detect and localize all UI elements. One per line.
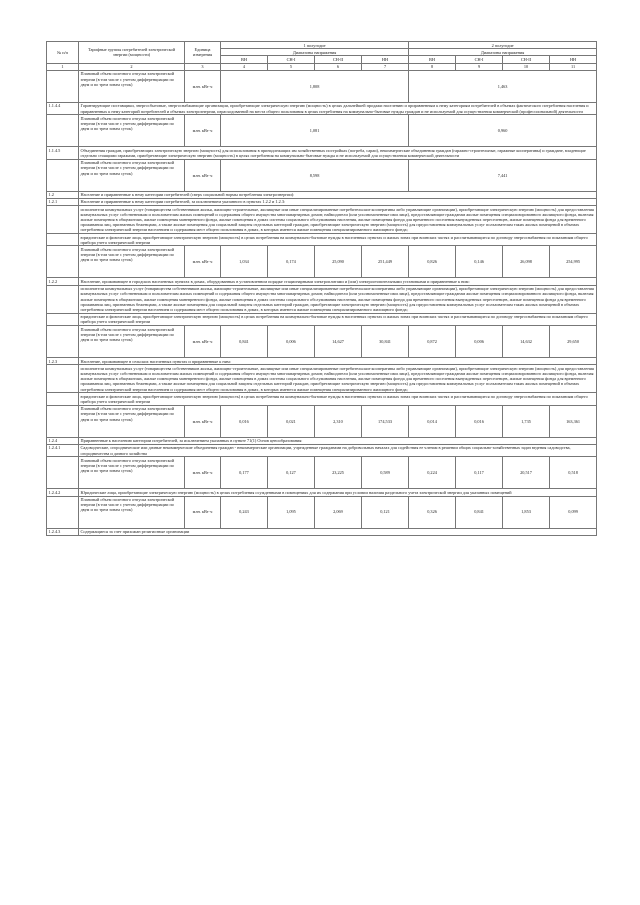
section-text: исполнители коммунальных услуг (товарищества собственников жилья, жилищно-строительные, жилищные или иные специализированные потребительские кооперативы либо управляющие организации), приобретающие электрическую энергию (мощность) для предоставления коммунальных услуг собственникам и пользователям жилых помещений и содержания общего имущества многоквартирных домов; наймодатели (или уполномоченные ими лица), предоставляющие гражданам жилые помещения специализированного жилищного фонда, включая жилые помещения в общежитиях, жилые помещения маневренного фонда, жилые помещения в домах системы социального обслуживания населения, жилые помещения фонда для временного поселения вынужденных переселенцев, жилые помещения фонда для временного проживания лиц, признанных беженцами, а также жилые помещения для социальной защиты отдельных категорий граждан, приобретающие электрическую энергию (мощность) для предоставления коммунальных услуг пользователям таких жилых помещений в объемах потребления электрической энергии населением и содержания мест общего пользования в домах, в которых имеются жилые помещения специализированного жилищного фонда; [79, 285, 597, 313]
unit-cell: млн. кВт·ч [185, 70, 221, 102]
section-text: Содержащиеся за счет прихожан религиозные организации [79, 528, 597, 535]
header-index: 7 [362, 63, 409, 70]
header-ranges-1: Диапазоны напряжения [221, 49, 409, 56]
value-half2: 0,117 [456, 457, 503, 489]
row-number: 1.1.4.4 [47, 102, 79, 114]
value-half1: 1,095 [268, 496, 315, 528]
section-text: Объединения граждан, приобретающих электрическую энергию (мощность) для использования в принадлежащих им хозяйственных постройках (погреба, сараи), некоммерческие объединения граждан (гаражно-строительные, гаражные кооперативы) и граждане, владеющие отдельно стоящими гаражами, приобретающие электрическую энергию (мощность) в целях потребления на коммунально-бытовые нужды и не используемой для осуществления коммерческой деятельности [79, 147, 597, 159]
value-half2: 0,960 [409, 115, 597, 147]
header-group: Тарифные группы потребителей электрической энергии (мощности) [79, 42, 185, 64]
value-half2: 163,361 [550, 405, 597, 437]
section-text: Приравненные к населению категории потребителей, за исключением указанных в пункте 71(1) Основ ценообразования: [79, 437, 597, 444]
value-half1: 0,121 [362, 496, 409, 528]
row-number: 1.2 [47, 191, 79, 198]
header-level: СН-I [456, 56, 503, 63]
header-level: СН-I [268, 56, 315, 63]
section-text: юридические и физические лица, приобретающие электрическую энергию (мощность) в целях потребления на коммунально-бытовые нужды в населенных пунктах и жилых зонах при воинских частях и рассчитывающиеся по договору энергоснабжения по показаниям общего прибора учета электрической энергии [79, 313, 597, 325]
table-header [47, 42, 597, 71]
unit-cell: млн. кВт·ч [185, 457, 221, 489]
value-half1: 0,589 [362, 457, 409, 489]
table-row [47, 115, 597, 147]
row-number [47, 70, 79, 102]
section-text: Население и приравненные к нему категории потребителей, за исключением указанного в пунктах 1.2.2 и 1.2.3: [79, 198, 597, 205]
value-half2: 0,326 [409, 496, 456, 528]
header-index: 1 [47, 63, 79, 70]
value-half2: 0,016 [456, 405, 503, 437]
header-level: НН [550, 56, 597, 63]
table-row [47, 496, 597, 528]
header-index: 5 [268, 63, 315, 70]
unit-cell: млн. кВт·ч [185, 159, 221, 191]
row-number [47, 285, 79, 313]
row-number: 1.2.4.3 [47, 528, 79, 535]
section-text: юридические и физические лица, приобретающие электрическую энергию (мощность) в целях потребления на коммунально-бытовые нужды в населенных пунктах и жилых зонах при воинских частях и рассчитывающиеся по договору энергоснабжения по показаниям общего прибора учета электрической энергии [79, 234, 597, 246]
header-index: 10 [503, 63, 550, 70]
table-row [47, 102, 597, 114]
value-half2: 0,518 [550, 457, 597, 489]
value-half2: 0,224 [409, 457, 456, 489]
section-text: Население и приравненные к нему категории потребителей (сверх социальной нормы потребления электроэнергии): [79, 191, 597, 198]
tariff-volume-table [46, 41, 597, 536]
value-half2: 1,463 [409, 70, 597, 102]
header-index: 4 [221, 63, 268, 70]
value-half1: 0,021 [268, 405, 315, 437]
section-text: Гарантирующие поставщики, энергосбытовые, энергоснабжающие организации, приобретающие электрическую энергию (мощность) в целях дальнейшей продажи населению и приравненным к нему категориям потребителей в объемах фактического потребления населения и приравненных к нему категорий потребителей и объемах электроэнергии, израсходованной на места общего пользования в целях потребления на коммунально-бытовые нужды граждан и не используемой для осуществления коммерческой (профессиональной) деятельности [79, 102, 597, 114]
header-level: ВН [221, 56, 268, 63]
header-level: СН-II [503, 56, 550, 63]
header-index: 8 [409, 63, 456, 70]
value-half2: 29,650 [550, 326, 597, 358]
table-row [47, 444, 597, 456]
row-number: 1.2.1 [47, 198, 79, 205]
header-num: № п/п [47, 42, 79, 64]
header-unit: Единица измерения [185, 42, 221, 64]
value-half2: 26,098 [503, 246, 550, 278]
unit-cell: млн. кВт·ч [185, 405, 221, 437]
table-row [47, 191, 597, 198]
volume-label: Плановый объем полезного отпуска электрической энергии (в том числе с учетом дифференциации по двум и по трем зонам суток) [79, 405, 185, 437]
value-half2: 0,146 [456, 246, 503, 278]
value-half1: 0,841 [221, 326, 268, 358]
row-number: 1.2.4.2 [47, 489, 79, 496]
table-row [47, 159, 597, 191]
volume-label: Плановый объем полезного отпуска электрической энергии (в том числе с учетом дифференциации по двум и по трем зонам суток) [79, 326, 185, 358]
section-text: исполнители коммунальных услуг (товарищества собственников жилья, жилищно-строительные, жилищные или иные специализированные потребительские кооперативы либо управляющие организации), приобретающие электрическую энергию (мощность) для предоставления коммунальных услуг собственникам и пользователям жилых помещений и содержания общего имущества многоквартирных домов; наймодатели (или уполномоченные ими лица), предоставляющие гражданам жилые помещения специализированного жилищного фонда, включая жилые помещения в общежитиях, жилые помещения маневренного фонда, жилые помещения в домах системы социального обслуживания населения, жилые помещения фонда для временного поселения вынужденных переселенцев, жилые помещения фонда для временного проживания лиц, признанных беженцами, а также жилые помещения для социальной защиты отдельных категорий граждан, приобретающие электрическую энергию (мощность) для предоставления коммунальных услуг пользователям таких жилых помещений в объемах потребления электрической энергии населением и содержания мест общего пользования в домах, в которых имеются жилые помещения специализированного жилищного фонда; [79, 365, 597, 393]
value-half2: 1,853 [503, 496, 550, 528]
row-number [47, 115, 79, 147]
tariff-document-page [46, 41, 596, 536]
table-row [47, 313, 597, 325]
section-text: Население, проживающее в городских населенных пунктах в домах, оборудованных в установленном порядке стационарными электроплитами и (или) электроотопительными установками и приравненные к ним: [79, 278, 597, 285]
header-index: 11 [550, 63, 597, 70]
table-row [47, 393, 597, 405]
section-text: Население, проживающее в сельских населенных пунктах и приравненные к ним: [79, 358, 597, 365]
volume-label: Плановый объем полезного отпуска электрической энергии (в том числе с учетом дифференциации по двум и по трем зонам суток) [79, 457, 185, 489]
value-half1: 0,174 [268, 246, 315, 278]
value-half1: 1,034 [221, 246, 268, 278]
table-row [47, 489, 597, 496]
value-half1: 174,533 [362, 405, 409, 437]
value-half2: 0,099 [550, 496, 597, 528]
header-index: 9 [456, 63, 503, 70]
value-half2: 7,441 [409, 159, 597, 191]
table-row [47, 234, 597, 246]
table-row [47, 437, 597, 444]
table-row [47, 278, 597, 285]
table-row [47, 358, 597, 365]
table-row [47, 147, 597, 159]
value-half1: 0,016 [221, 405, 268, 437]
value-half1: 1,808 [221, 70, 409, 102]
value-half2: 1,735 [503, 405, 550, 437]
volume-label: Плановый объем полезного отпуска электрической энергии (в том числе с учетом дифференциации по двум и по трем зонам суток) [79, 70, 185, 102]
row-number: 1.2.4.1 [47, 444, 79, 456]
value-half2: 14,632 [503, 326, 550, 358]
value-half2: 254,995 [550, 246, 597, 278]
table-row [47, 246, 597, 278]
volume-label: Плановый объем полезного отпуска электрической энергии (в том числе с учетом дифференциации по двум и по трем зонам суток) [79, 246, 185, 278]
section-text: исполнители коммунальных услуг (товарищества собственников жилья, жилищно-строительные, жилищные или иные специализированные потребительские кооперативы либо управляющие организации), приобретающие электрическую энергию (мощность) для предоставления коммунальных услуг собственникам и пользователям жилых помещений и содержания общего имущества многоквартирных домов; наймодатели (или уполномоченные ими лица), предоставляющие гражданам жилые помещения специализированного жилищного фонда, включая жилые помещения в общежитиях, жилые помещения маневренного фонда, жилые помещения в домах системы социального обслуживания населения, жилые помещения фонда для временного поселения вынужденных переселенцев, жилые помещения фонда для временного проживания лиц, признанных беженцами, а также жилые помещения для социальной защиты отдельных категорий граждан, приобретающие электрическую энергию (мощность) для предоставления коммунальных услуг пользователям таких жилых помещений в объемах потребления электрической энергии населением и содержания мест общего пользования в домах, в которых имеются жилые помещения специализированного жилищного фонда; [79, 206, 597, 234]
table-row [47, 405, 597, 437]
header-index: 3 [185, 63, 221, 70]
table-row [47, 528, 597, 535]
header-level: СН-II [315, 56, 362, 63]
value-half1: 2,310 [315, 405, 362, 437]
row-number: 1.1.4.5 [47, 147, 79, 159]
value-half2: 0,872 [409, 326, 456, 358]
table-row [47, 198, 597, 205]
row-number [47, 313, 79, 325]
table-row [47, 70, 597, 102]
unit-cell: млн. кВт·ч [185, 246, 221, 278]
unit-cell: млн. кВт·ч [185, 115, 221, 147]
value-half2: 0,006 [456, 326, 503, 358]
section-text: Садоводческие, огороднические или дачные некоммерческие объединения граждан - некоммерческие организации, учрежденные гражданами на добровольных началах для содействия ее членам в решении общих социально-хозяйственных задач ведения садоводства, огородничества и дачного хозяйства [79, 444, 597, 456]
table-row [47, 285, 597, 313]
value-half1: 1,081 [221, 115, 409, 147]
value-half1: 0,177 [221, 457, 268, 489]
row-number [47, 405, 79, 437]
row-number [47, 457, 79, 489]
value-half2: 0,826 [409, 246, 456, 278]
value-half1: 25,090 [315, 246, 362, 278]
row-number [47, 326, 79, 358]
value-half2: 0,841 [456, 496, 503, 528]
row-number [47, 496, 79, 528]
value-half1: 251,449 [362, 246, 409, 278]
row-number [47, 234, 79, 246]
unit-cell: млн. кВт·ч [185, 326, 221, 358]
header-index: 2 [79, 63, 185, 70]
row-number: 1.2.3 [47, 358, 79, 365]
header-half2: 2 полугодие [409, 42, 597, 49]
value-half1: 0,006 [268, 326, 315, 358]
header-level: ВН [409, 56, 456, 63]
unit-cell: млн. кВт·ч [185, 496, 221, 528]
header-ranges-2: Диапазоны напряжения [409, 49, 597, 56]
value-half1: 0,243 [221, 496, 268, 528]
header-index: 6 [315, 63, 362, 70]
volume-label: Плановый объем полезного отпуска электрической энергии (в том числе с учетом дифференциации по двум и по трем зонам суток) [79, 496, 185, 528]
header-half1: 1 полугодие [221, 42, 409, 49]
row-number [47, 159, 79, 191]
value-half1: 0,127 [268, 457, 315, 489]
value-half2: 20,517 [503, 457, 550, 489]
value-half1: 2,069 [315, 496, 362, 528]
row-number: 1.2.2 [47, 278, 79, 285]
value-half1: 30,841 [362, 326, 409, 358]
volume-label: Плановый объем полезного отпуска электрической энергии (в том числе с учетом дифференциации по двум и по трем зонам суток) [79, 159, 185, 191]
value-half1: 23,225 [315, 457, 362, 489]
table-body [47, 70, 597, 535]
table-row [47, 365, 597, 393]
row-number [47, 206, 79, 234]
table-row [47, 457, 597, 489]
row-number [47, 365, 79, 393]
section-text: Юридические лица, приобретающие электрическую энергию (мощность) в целях потребления осужденными в помещениях для их содержания при условии наличия раздельного учета электрической энергии для указанных помещений [79, 489, 597, 496]
header-level: НН [362, 56, 409, 63]
value-half2: 0,014 [409, 405, 456, 437]
table-row [47, 206, 597, 234]
value-half1: 8,598 [221, 159, 409, 191]
volume-label: Плановый объем полезного отпуска электрической энергии (в том числе с учетом дифференциации по двум и по трем зонам суток) [79, 115, 185, 147]
row-number: 1.2.4 [47, 437, 79, 444]
row-number [47, 393, 79, 405]
value-half1: 14,627 [315, 326, 362, 358]
row-number [47, 246, 79, 278]
table-row [47, 326, 597, 358]
section-text: юридические и физические лица, приобретающие электрическую энергию (мощность) в целях потребления на коммунально-бытовые нужды в населенных пунктах и жилых зонах при воинских частях и рассчитывающиеся по договору энергоснабжения по показаниям общего прибора учета электрической энергии [79, 393, 597, 405]
